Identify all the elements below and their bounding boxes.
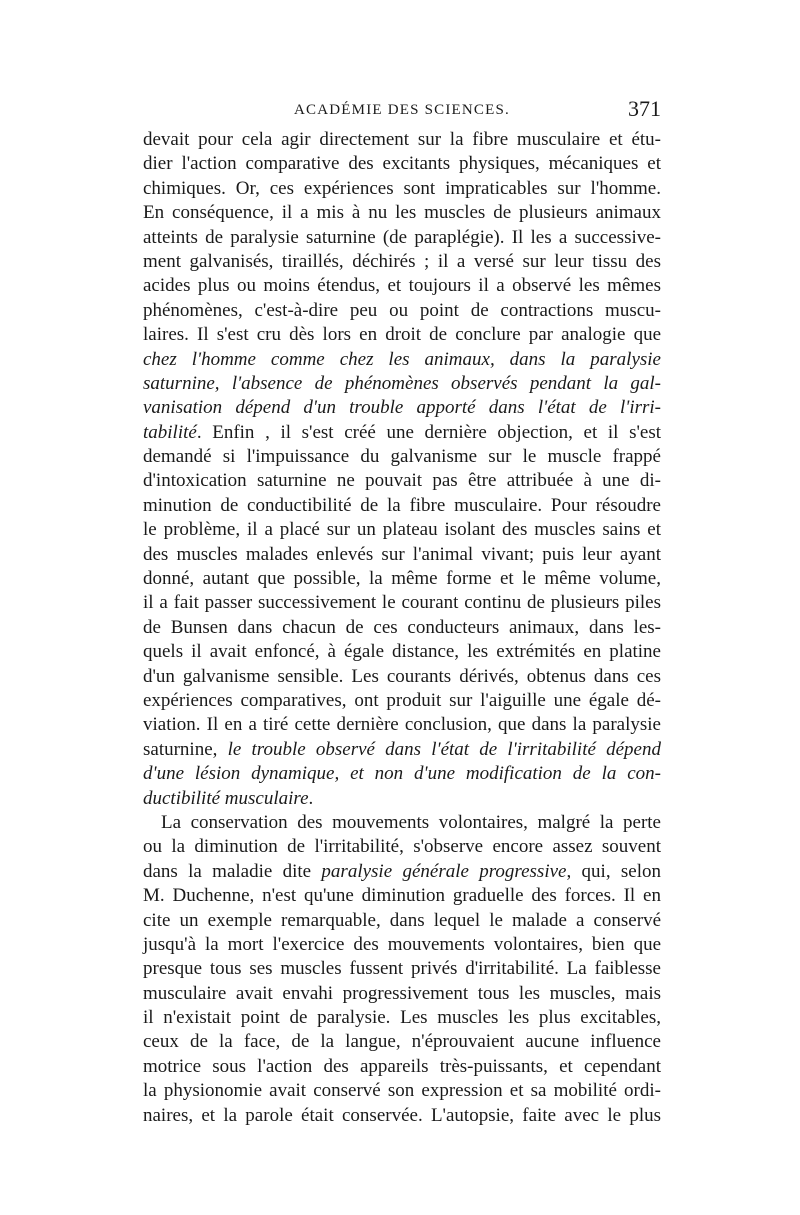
- text-line: [143, 787, 661, 811]
- text-line: phénomènes, c'est-à-dire peu ou point de contractions muscu-: [143, 299, 661, 321]
- text-line: En conséquence, il a mis à nu les muscles de plusieurs animaux: [143, 202, 661, 224]
- text-line: musculaire avait envahi progressivement tous les muscles, mais: [143, 982, 661, 1004]
- text-line: des muscles malades enlevés sur l'animal vivant; puis leur ayant: [143, 543, 661, 565]
- text-line-italic: saturnine, l'absence de phénomènes observés pendant la gal-: [143, 372, 661, 394]
- text-line: donné, autant que possible, la même forme et le même volume,: [143, 568, 661, 590]
- text-line: [143, 738, 661, 762]
- text-line-italic: vanisation dépend d'un trouble apporté dans l'état de l'irri-: [143, 397, 661, 419]
- italic-run: tabilité: [143, 421, 197, 443]
- text-run: dans la maladie dite: [143, 860, 322, 882]
- text-line: dier l'action comparative des excitants physiques, mécaniques et: [143, 153, 661, 175]
- text-line: la physionomie avait conservé son expression et sa mobilité ordi-: [143, 1080, 661, 1102]
- text-line-italic: chez l'homme comme chez les animaux, dans la paralysie: [143, 348, 661, 370]
- text-line: naires, et la parole était conservée. L'autopsie, faite avec le plus: [143, 1104, 661, 1126]
- page-header: [143, 96, 661, 126]
- text-line: quels il avait enfoncé, à égale distance, les extrémités en platine: [143, 641, 661, 663]
- italic-run: ductibilité musculaire: [143, 787, 309, 809]
- text-line: M. Duchenne, n'est qu'une diminution graduelle des forces. Il en: [143, 885, 661, 907]
- text-line: devait pour cela agir directement sur la fibre musculaire et étu-: [143, 129, 661, 150]
- text-line: laires. Il s'est cru dès lors en droit de conclure par analogie que: [143, 324, 661, 346]
- paragraph-1: [143, 128, 661, 811]
- text-line: ment galvanisés, tiraillés, déchirés ; il a versé sur leur tissu des: [143, 250, 661, 272]
- text-line: ceux de la face, de la langue, n'éprouvaient aucune influence: [143, 1031, 661, 1053]
- text-run: .: [308, 787, 314, 809]
- text-line: presque tous ses muscles fussent privés d'irritabilité. La faiblesse: [143, 958, 661, 980]
- paragraph-2: [143, 811, 661, 1128]
- text-line-italic: d'une lésion dynamique, et non d'une modification de la con-: [143, 763, 661, 785]
- text-line: expériences comparatives, ont produit sur l'aiguille une égale dé-: [143, 689, 661, 711]
- text-run: saturnine,: [143, 738, 228, 760]
- text-line: d'un galvanisme sensible. Les courants dérivés, obtenus dans ces: [143, 665, 661, 687]
- running-head: ACADÉMIE DES SCIENCES.: [294, 102, 510, 118]
- text-line: atteints de paralysie saturnine (de paraplégie). Il les a successive-: [143, 226, 661, 248]
- text-line: viation. Il en a tiré cette dernière conclusion, que dans la paralysie: [143, 714, 661, 736]
- text-line: La conservation des mouvements volontaires, malgré la perte: [161, 811, 661, 833]
- text-line: [143, 421, 661, 445]
- text-line: le problème, il a placé sur un plateau isolant des muscles sains et: [143, 519, 661, 541]
- text-line: minution de conductibilité de la fibre musculaire. Pour résoudre: [143, 494, 661, 516]
- text-line: il a fait passer successivement le courant continu de plusieurs piles: [143, 592, 661, 614]
- italic-run: paralysie générale progressive: [321, 860, 567, 882]
- text-line: d'intoxication saturnine ne pouvait pas être attribuée à une di-: [143, 470, 661, 492]
- text-line: il n'existait point de paralysie. Les muscles les plus excitables,: [143, 1007, 661, 1029]
- document-page: [143, 96, 661, 1128]
- text-line: [143, 860, 661, 884]
- text-line: demandé si l'impuissance du galvanisme sur le muscle frappé: [143, 446, 661, 468]
- text-line: ou la diminution de l'irritabilité, s'observe encore assez souvent: [143, 836, 661, 858]
- text-run: . Enfin , il s'est créé une dernière objection, et il s'est: [196, 421, 661, 443]
- text-line: motrice sous l'action des appareils très-puissants, et cependant: [143, 1055, 661, 1077]
- page-number: 371: [628, 96, 661, 121]
- text-run: , qui, selon: [566, 860, 661, 882]
- text-line: de Bunsen dans chacun de ces conducteurs animaux, dans les-: [143, 616, 661, 638]
- text-line: acides plus ou moins étendus, et toujours il a observé les mêmes: [143, 275, 661, 297]
- text-line: chimiques. Or, ces expériences sont impraticables sur l'homme.: [143, 177, 661, 199]
- text-line: cite un exemple remarquable, dans lequel le malade a conservé: [143, 909, 661, 931]
- italic-run: le trouble observé dans l'état de l'irritabilité dépend: [227, 738, 661, 760]
- text-line: jusqu'à la mort l'exercice des mouvements volontaires, bien que: [143, 933, 661, 955]
